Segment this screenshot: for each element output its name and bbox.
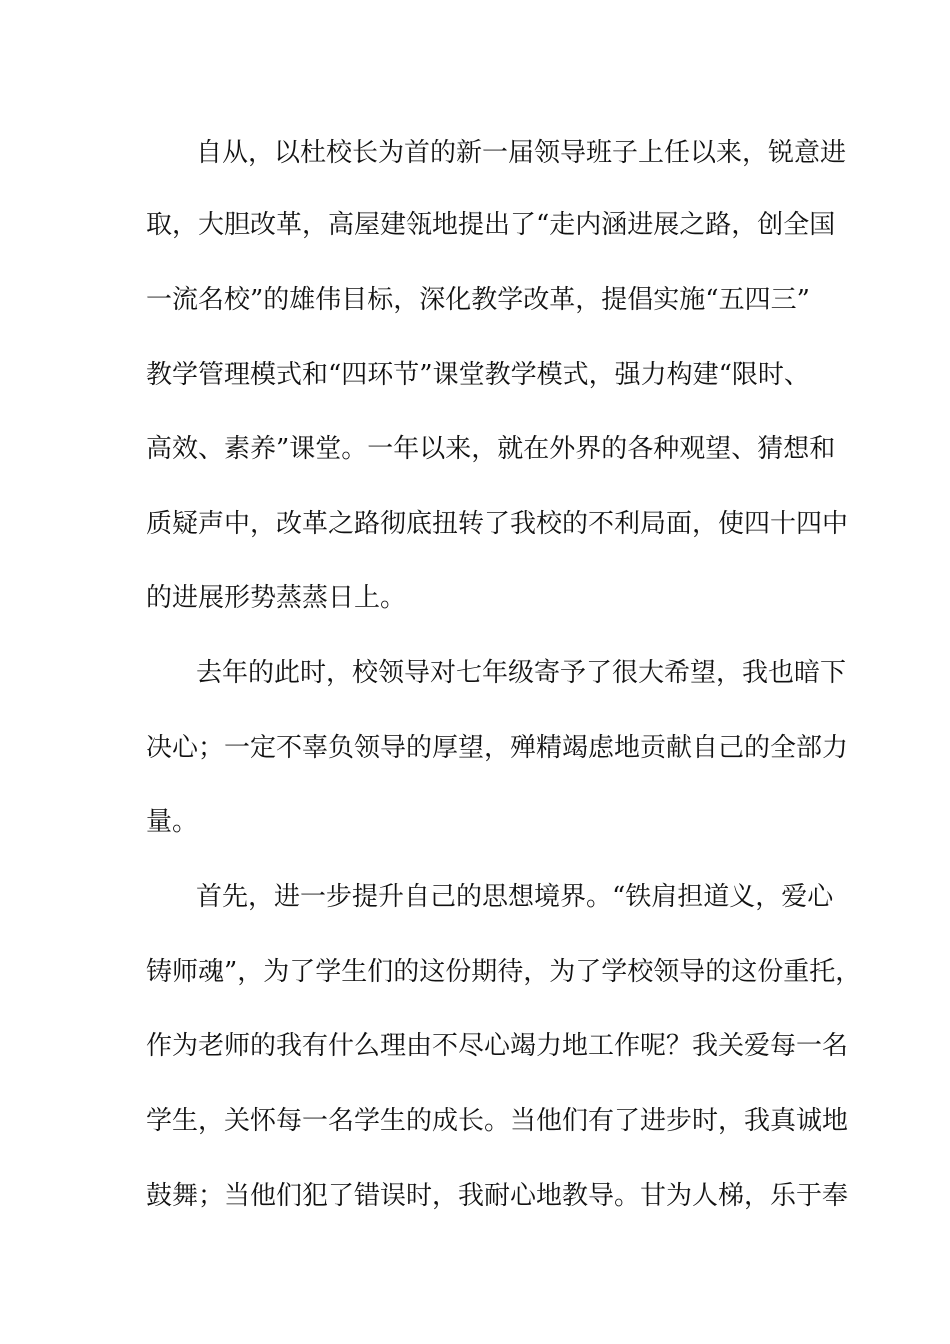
paragraph-3-line-3: 作为老师的我有什么理由不尽心竭力地工作呢？我关爱每一名	[146, 1031, 849, 1061]
paragraph-3-line-5: 鼓舞；当他们犯了错误时，我耐心地教导。甘为人梯，乐于奉	[146, 1181, 849, 1211]
paragraph-1-line-4: 教学管理模式和“四环节”课堂教学模式，强力构建“限时、	[146, 360, 810, 390]
paragraph-3-line-1: 首先，进一步提升自己的思想境界。“铁肩担道义，爱心	[196, 882, 834, 912]
paragraph-3-line-2: 铸师魂”，为了学生们的这份期待，为了学校领导的这份重托，	[146, 957, 862, 987]
paragraph-1-line-2: 取，大胆改革，高屋建瓴地提出了“走内涵进展之路，创全国	[146, 210, 836, 240]
paragraph-1-line-6: 质疑声中，改革之路彻底扭转了我校的不利局面，使四十四中	[146, 509, 849, 539]
paragraph-1-line-1: 自从，以杜校长为首的新一届领导班子上任以来，锐意进	[196, 138, 847, 168]
paragraph-1-line-3: 一流名校”的雄伟目标，深化教学改革，提倡实施“五四三”	[146, 285, 810, 315]
paragraph-2-line-3: 量。	[146, 807, 199, 837]
paragraph-2-line-2: 决心；一定不辜负领导的厚望，殚精竭虑地贡献自己的全部力	[146, 733, 849, 763]
paragraph-1-line-7: 的进展形势蒸蒸日上。	[146, 583, 407, 613]
paragraph-2-line-1: 去年的此时，校领导对七年级寄予了很大希望，我也暗下	[196, 658, 847, 688]
paragraph-1-line-5: 高效、素养”课堂。一年以来，就在外界的各种观望、猜想和	[146, 434, 836, 464]
paragraph-3-line-4: 学生，关怀每一名学生的成长。当他们有了进步时，我真诚地	[146, 1106, 849, 1136]
